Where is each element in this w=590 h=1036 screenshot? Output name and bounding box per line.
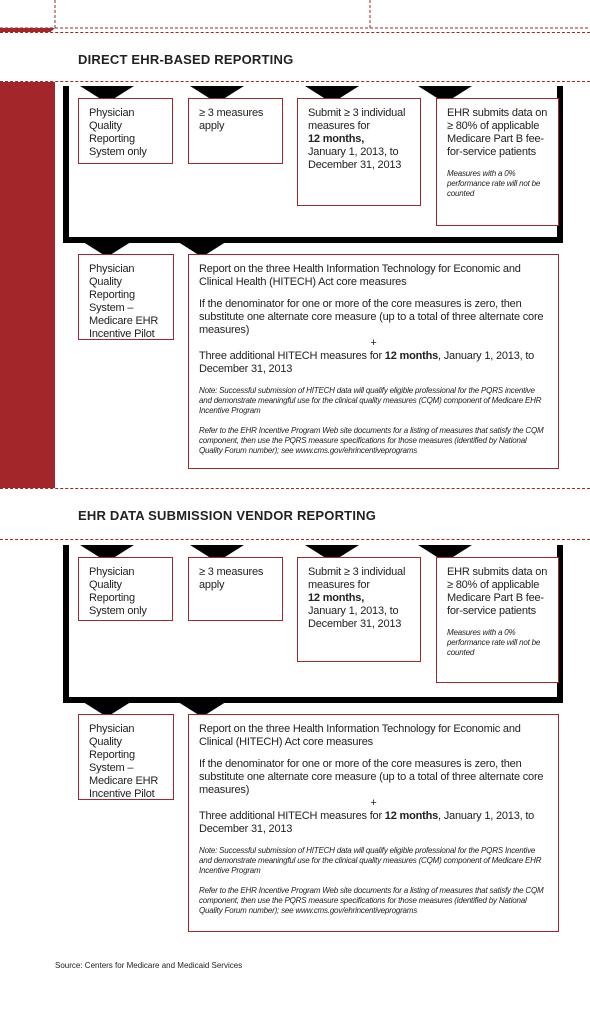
program-box: Physician Quality Reporting System only (78, 98, 173, 164)
hitech-box: Report on the three Health Information Technology for Economic and Clinical (HITECH) Act core measures If the denominator for one or more of the core measures is zero, then substitute one alternate core measure (up to a total of three alternate core measures) + Three additional HITECH measures for 12 months, January 1, 2013, to December 31, 2013 Note: Successful submission of HITECH data will qualify eligible professional for the PQRS Incentive and demonstrate meaningful use for the clinical quality measures (CQM) component of Medicare EHR Incentive Program Refer to the EHR Incentive Program Web site documents for a listing of measures that satisfy the CQM component, then use the PQRS measure specifications for those measures (identified by National Quality Forum number); see www.cms.gov/ehrincentiveprograms (188, 714, 559, 932)
hitech-note-2: Refer to the EHR Incentive Program Web site documents for a listing of measures that satisfy the CQM component, then use the PQRS measure specifications for those measures (identified by National Quality Forum number); see www.cms.gov/ehrincentiveprograms (199, 426, 544, 455)
ehr-note: Measures with a 0% performance rate will not be counted (447, 169, 541, 198)
submit-box: Submit ≥ 3 individual measures for 12 months, January 1, 2013, to December 31, 2013 (297, 557, 421, 662)
hitech-note-1: Note: Successful submission of HITECH data will qualify eligible professional for the PQRS Incentive and demonstrate meaningful use for the clinical quality measures (CQM) component of Medicare EHR Incentive Program (199, 846, 542, 875)
pilot-program-box: Physician Quality Reporting System – Medicare EHR Incentive Pilot (78, 254, 174, 340)
hitech-note-1: Note: Successful submission of HITECH data will qualify eligible professional for the PQRS incentive and demonstrate meaningful use for the clinical quality measures (CQM) component of Medicare EHR Incentive Program (199, 386, 542, 415)
hitech-note-2: Refer to the EHR Incentive Program Web site documents for a listing of measures that satisfy the CQM component, then use the PQRS measure specifications for those measures (identified by National Quality Forum number); see www.cms.gov/ehrincentiveprograms (199, 886, 544, 915)
submit-box: Submit ≥ 3 individual measures for 12 months, January 1, 2013, to December 31, 2013 (297, 98, 421, 206)
ehr-note: Measures with a 0% performance rate will not be counted (447, 628, 541, 657)
measures-box: ≥ 3 measures apply (188, 98, 283, 164)
section-title: DIRECT EHR-BASED REPORTING (78, 52, 294, 67)
measures-box: ≥ 3 measures apply (188, 557, 283, 621)
hitech-box: Report on the three Health Information Technology for Economic and Clinical Health (HITECH) Act core measures If the denominator for one or more of the core measures is zero, then substitute one alternate core measure (up to a total of three alternate core measures) + Three additional HITECH measures for 12 months, January 1, 2013, to December 31, 2013 Note: Successful submission of HITECH data will qualify eligible professional for the PQRS incentive and demonstrate meaningful use for the clinical quality measures (CQM) component of Medicare EHR Incentive Program Refer to the EHR Incentive Program Web site documents for a listing of measures that satisfy the CQM component, then use the PQRS measure specifications for those measures (identified by National Quality Forum number); see www.cms.gov/ehrincentiveprograms (188, 254, 559, 469)
pilot-program-box: Physician Quality Reporting System – Medicare EHR Incentive Pilot (78, 714, 174, 800)
source-caption: Source: Centers for Medicare and Medicaid Services (55, 961, 243, 970)
program-box: Physician Quality Reporting System only (78, 557, 173, 621)
section-header-direct-ehr (0, 32, 590, 82)
ehr-submits-box: EHR submits data on ≥ 80% of applicable Medicare Part B fee-for-service patients Measures with a 0% performance rate will not be counted (436, 98, 559, 226)
ehr-submits-box: EHR submits data on ≥ 80% of applicable Medicare Part B fee-for-service patients Measures with a 0% performance rate will not be counted (436, 557, 559, 683)
section-title: EHR DATA SUBMISSION VENDOR REPORTING (78, 508, 377, 523)
red-band (0, 38, 55, 505)
section-header-vendor (0, 488, 590, 540)
